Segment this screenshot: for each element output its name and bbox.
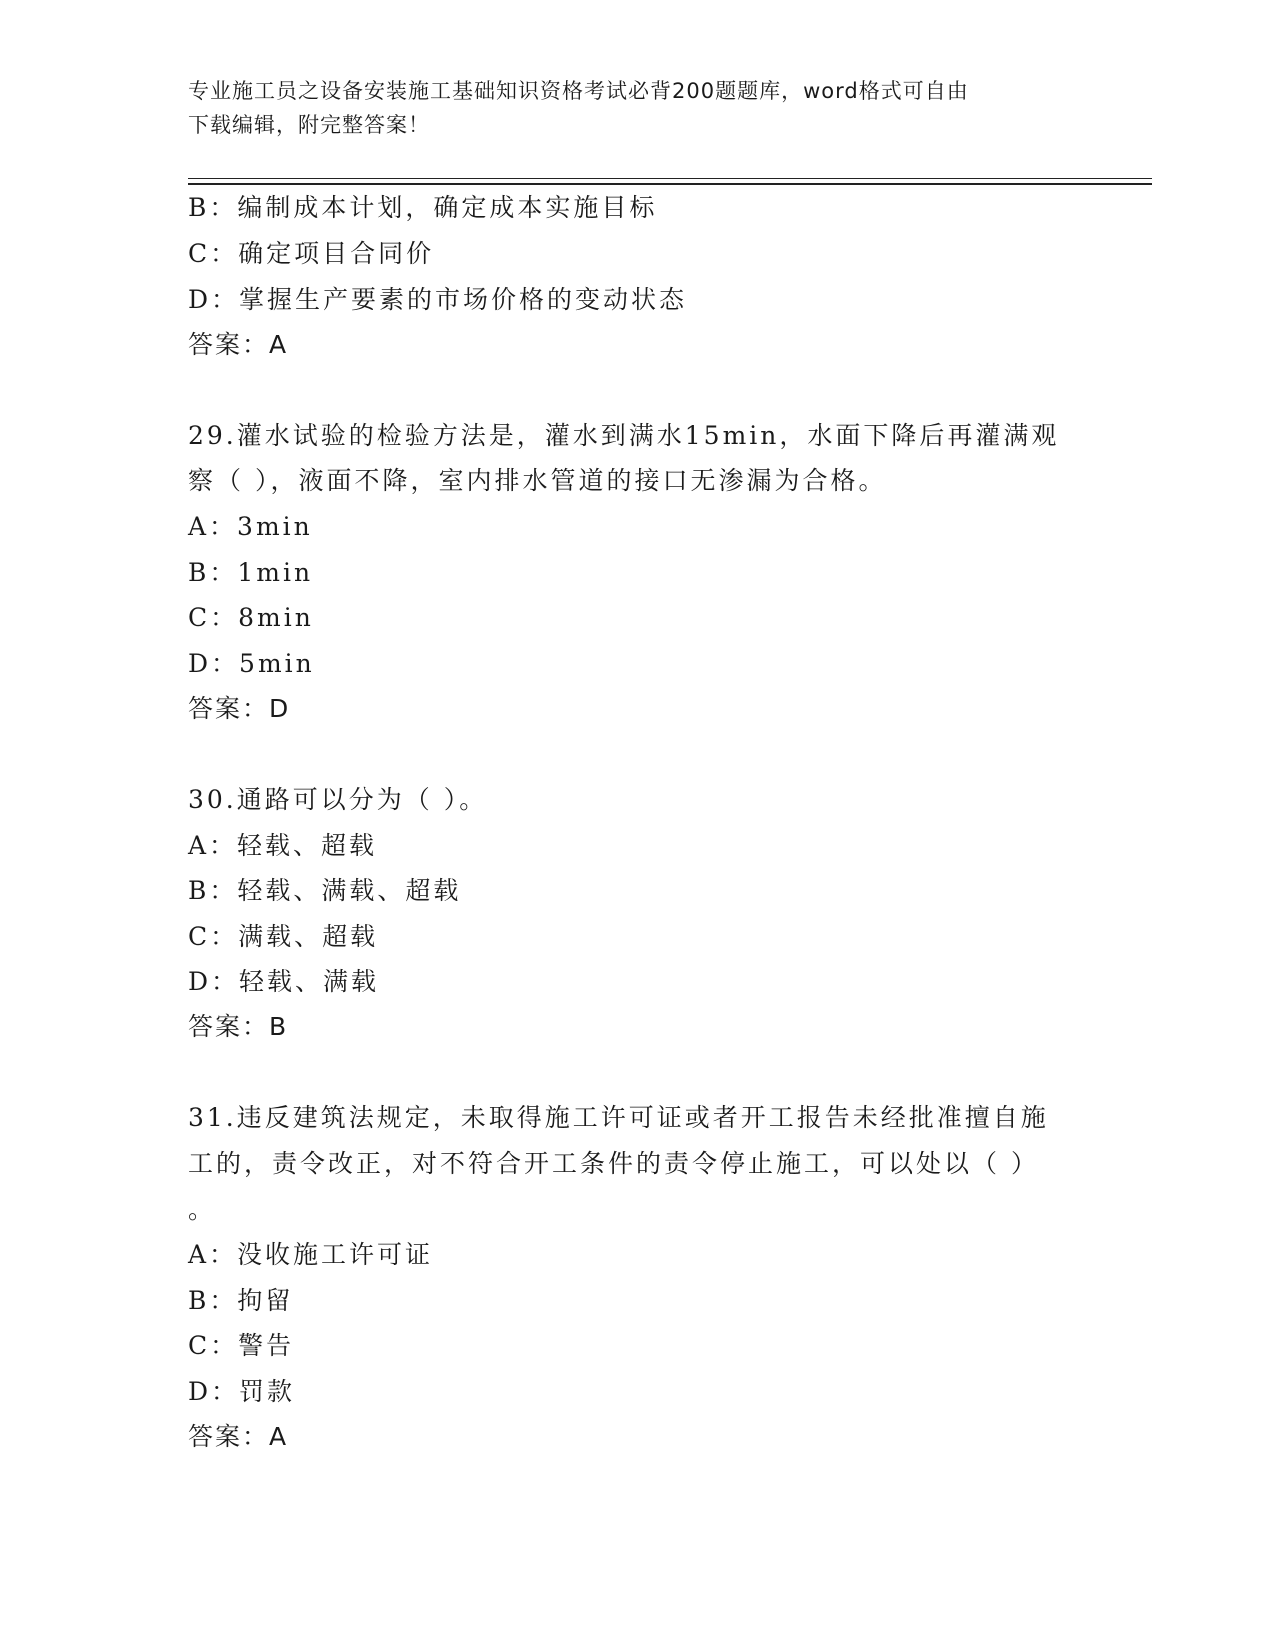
q29-stem-line-2: 察（ ），液面不降，室内排水管道的接口无渗漏为合格。 <box>188 466 887 495</box>
q31-stem-line-2: 工的，责令改正，对不符合开工条件的责令停止施工，可以处以（ ） <box>188 1149 1039 1178</box>
q31-stem-line-3: 。 <box>188 1195 217 1224</box>
q31-option-c: C：警告 <box>188 1331 295 1360</box>
header-divider-bottom <box>188 183 1152 185</box>
q30-answer: 答案：B <box>188 1012 289 1041</box>
header-title-line-2: 下载编辑，附完整答案！ <box>188 113 430 137</box>
q28-option-d: D：掌握生产要素的市场价格的变动状态 <box>188 285 688 314</box>
q31-option-d: D：罚款 <box>188 1377 296 1406</box>
q28-option-b: B：编制成本计划，确定成本实施目标 <box>188 193 658 222</box>
q30-option-a: A：轻载、超载 <box>188 831 378 860</box>
q29-option-b: B：1min <box>188 558 314 587</box>
q29-option-d: D：5min <box>188 649 315 678</box>
q29-option-a: A：3min <box>188 512 313 541</box>
q30-option-d: D：轻载、满载 <box>188 967 380 996</box>
q31-stem-line-1: 31.违反建筑法规定，未取得施工许可证或者开工报告未经批准擅自施 <box>188 1103 1049 1132</box>
q31-answer: 答案：A <box>188 1422 289 1451</box>
q31-option-b: B：拘留 <box>188 1286 294 1315</box>
q30-option-b: B：轻载、满载、超载 <box>188 876 462 905</box>
q30-option-c: C：满载、超载 <box>188 922 379 951</box>
page-header <box>188 74 1088 142</box>
q29-option-c: C：8min <box>188 603 314 632</box>
header-divider-top <box>188 178 1152 179</box>
q28-option-c: C：确定项目合同价 <box>188 239 435 268</box>
q29-answer: 答案：D <box>188 694 291 723</box>
header-title-line-1: 专业施工员之设备安装施工基础知识资格考试必背200题题库，word格式可自由 <box>188 79 969 103</box>
q30-stem-line-1: 30.通路可以分为（ ）。 <box>188 785 488 814</box>
q29-stem-line-1: 29.灌水试验的检验方法是，灌水到满水15min，水面下降后再灌满观 <box>188 421 1060 450</box>
q31-option-a: A：没收施工许可证 <box>188 1240 434 1269</box>
q28-answer: 答案：A <box>188 330 289 359</box>
